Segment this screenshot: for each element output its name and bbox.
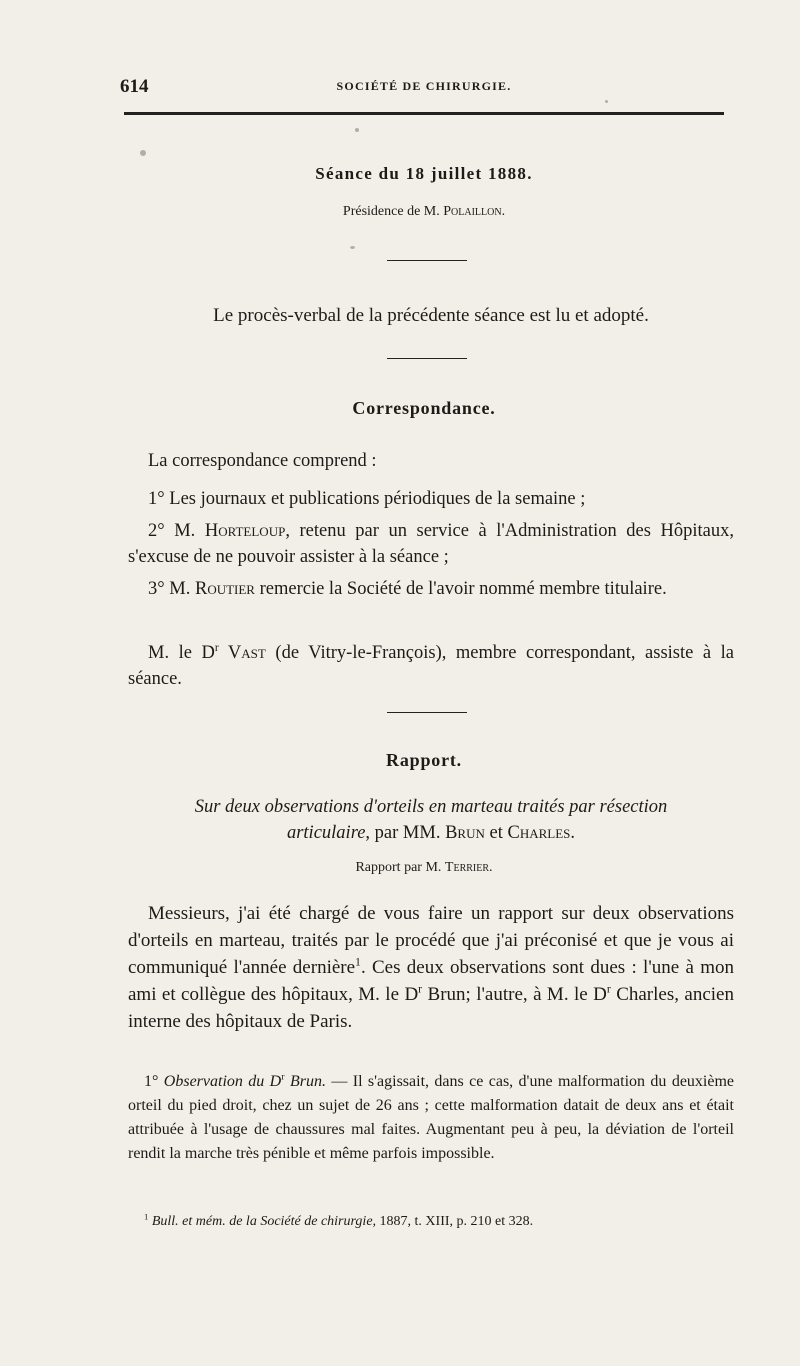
section-divider	[387, 712, 467, 713]
vast-name: Vast	[218, 643, 266, 663]
running-title: SOCIÉTÉ DE CHIRURGIE.	[336, 79, 512, 93]
paper-speck	[140, 150, 146, 156]
correspondance-item-2	[128, 518, 734, 570]
rapport-author-2: Charles	[507, 823, 571, 843]
rapport-body-text: Messieurs, j'ai été chargé de vous faire un rapport sur deux observations d'orteils en marteau, traités par le procédé que j'ai préconisé et que je vous ai communiqué l'année dernière	[128, 903, 734, 978]
obs-text: — Il s'agissait, dans ce cas, d'une malformation du deuxième orteil du pied droit, chez un sujet de 26 ans ; cette malformation datait de deux ans et était attribuée à l'usage de chaussures mal faites. Augmentant peu à peu, la déviation de l'orteil rendit la marche très pénible et même parfois impossible.	[128, 1073, 735, 1162]
vast-attendance	[128, 640, 734, 692]
section-divider	[387, 260, 467, 261]
obs-italic: Observation du D	[163, 1073, 282, 1090]
rapport-author-1: Brun	[445, 823, 485, 843]
paper-speck	[355, 128, 359, 132]
presidence-name: Polaillon.	[443, 204, 506, 219]
correspondance-heading: Correspondance.	[352, 398, 496, 418]
presidence-line	[120, 204, 728, 220]
rapport-body-sup-2: r	[606, 982, 611, 996]
rapport-title-italic-1: Sur deux observations d'orteils en marteau traités par résection	[194, 797, 668, 817]
vast-text: (de Vitry-le-François), membre correspondant, assiste à la séance.	[128, 643, 734, 689]
rapport-and: et	[484, 823, 508, 843]
rapport-body	[128, 900, 734, 1035]
footnote-marker: 1	[144, 1211, 149, 1222]
header-rule	[124, 112, 724, 115]
session-title: Séance du 18 juillet 1888.	[315, 164, 533, 183]
proces-verbal: Le procès-verbal de la précédente séance est lu et adopté.	[213, 305, 649, 326]
rapport-title-italic-2: articulaire	[286, 823, 366, 843]
correspondance-item-1: 1° Les journaux et publications périodiques de la semaine ;	[148, 489, 586, 509]
footnote-text: 1887, t. XIII, p. 210 et 328.	[376, 1214, 534, 1229]
item2-name: Horteloup	[204, 521, 286, 541]
footnote-italic: Bull. et mém. de la Société de chirurgie,	[148, 1214, 377, 1229]
page-number: 614	[120, 76, 149, 97]
item3-prefix: 3° M.	[148, 579, 195, 599]
observation-1	[128, 1070, 734, 1166]
item3-text: remercie la Société de l'avoir nommé membre titulaire.	[254, 579, 667, 599]
paper-speck	[350, 246, 355, 249]
rapport-by-name: Terrier.	[444, 860, 493, 875]
vast-sup: r	[214, 641, 219, 654]
obs-sup: r	[281, 1071, 285, 1083]
rapport-body-sup-1: r	[418, 982, 423, 996]
rapport-body-cont-1: . Ces deux observations sont dues : l'une à mon ami et collègue des hôpitaux, M. le D	[128, 957, 734, 1005]
rapport-by	[120, 860, 728, 876]
section-divider	[387, 358, 467, 359]
rapport-heading: Rapport.	[386, 750, 462, 770]
obs-italic-2: Brun.	[284, 1073, 326, 1090]
correspondance-item-3	[128, 576, 734, 602]
rapport-period: .	[570, 823, 576, 843]
item2-text: , retenu par un service à l'Administration des Hôpitaux, s'excuse de ne pouvoir assister à la séance ;	[128, 521, 734, 567]
running-head	[120, 76, 728, 100]
correspondance-intro: La correspondance comprend :	[148, 451, 377, 471]
rapport-title	[128, 794, 734, 846]
item3-name: Routier	[194, 579, 255, 599]
item2-prefix: 2° M.	[148, 521, 205, 541]
footnote	[128, 1212, 734, 1232]
rapport-body-cont-2: Brun; l'autre, à M. le D	[422, 984, 607, 1005]
rapport-body-cont-3: Charles, ancien interne des hôpitaux de Paris.	[128, 984, 734, 1032]
presidence-prefix: Présidence de M.	[342, 204, 444, 219]
vast-prefix: M. le D	[148, 643, 215, 663]
footnote-ref: 1	[355, 955, 361, 969]
obs-number: 1°	[144, 1073, 164, 1090]
paper-speck	[605, 100, 608, 103]
rapport-by-prefix: Rapport par M.	[355, 860, 445, 875]
rapport-title-plain: , par MM.	[365, 823, 446, 843]
